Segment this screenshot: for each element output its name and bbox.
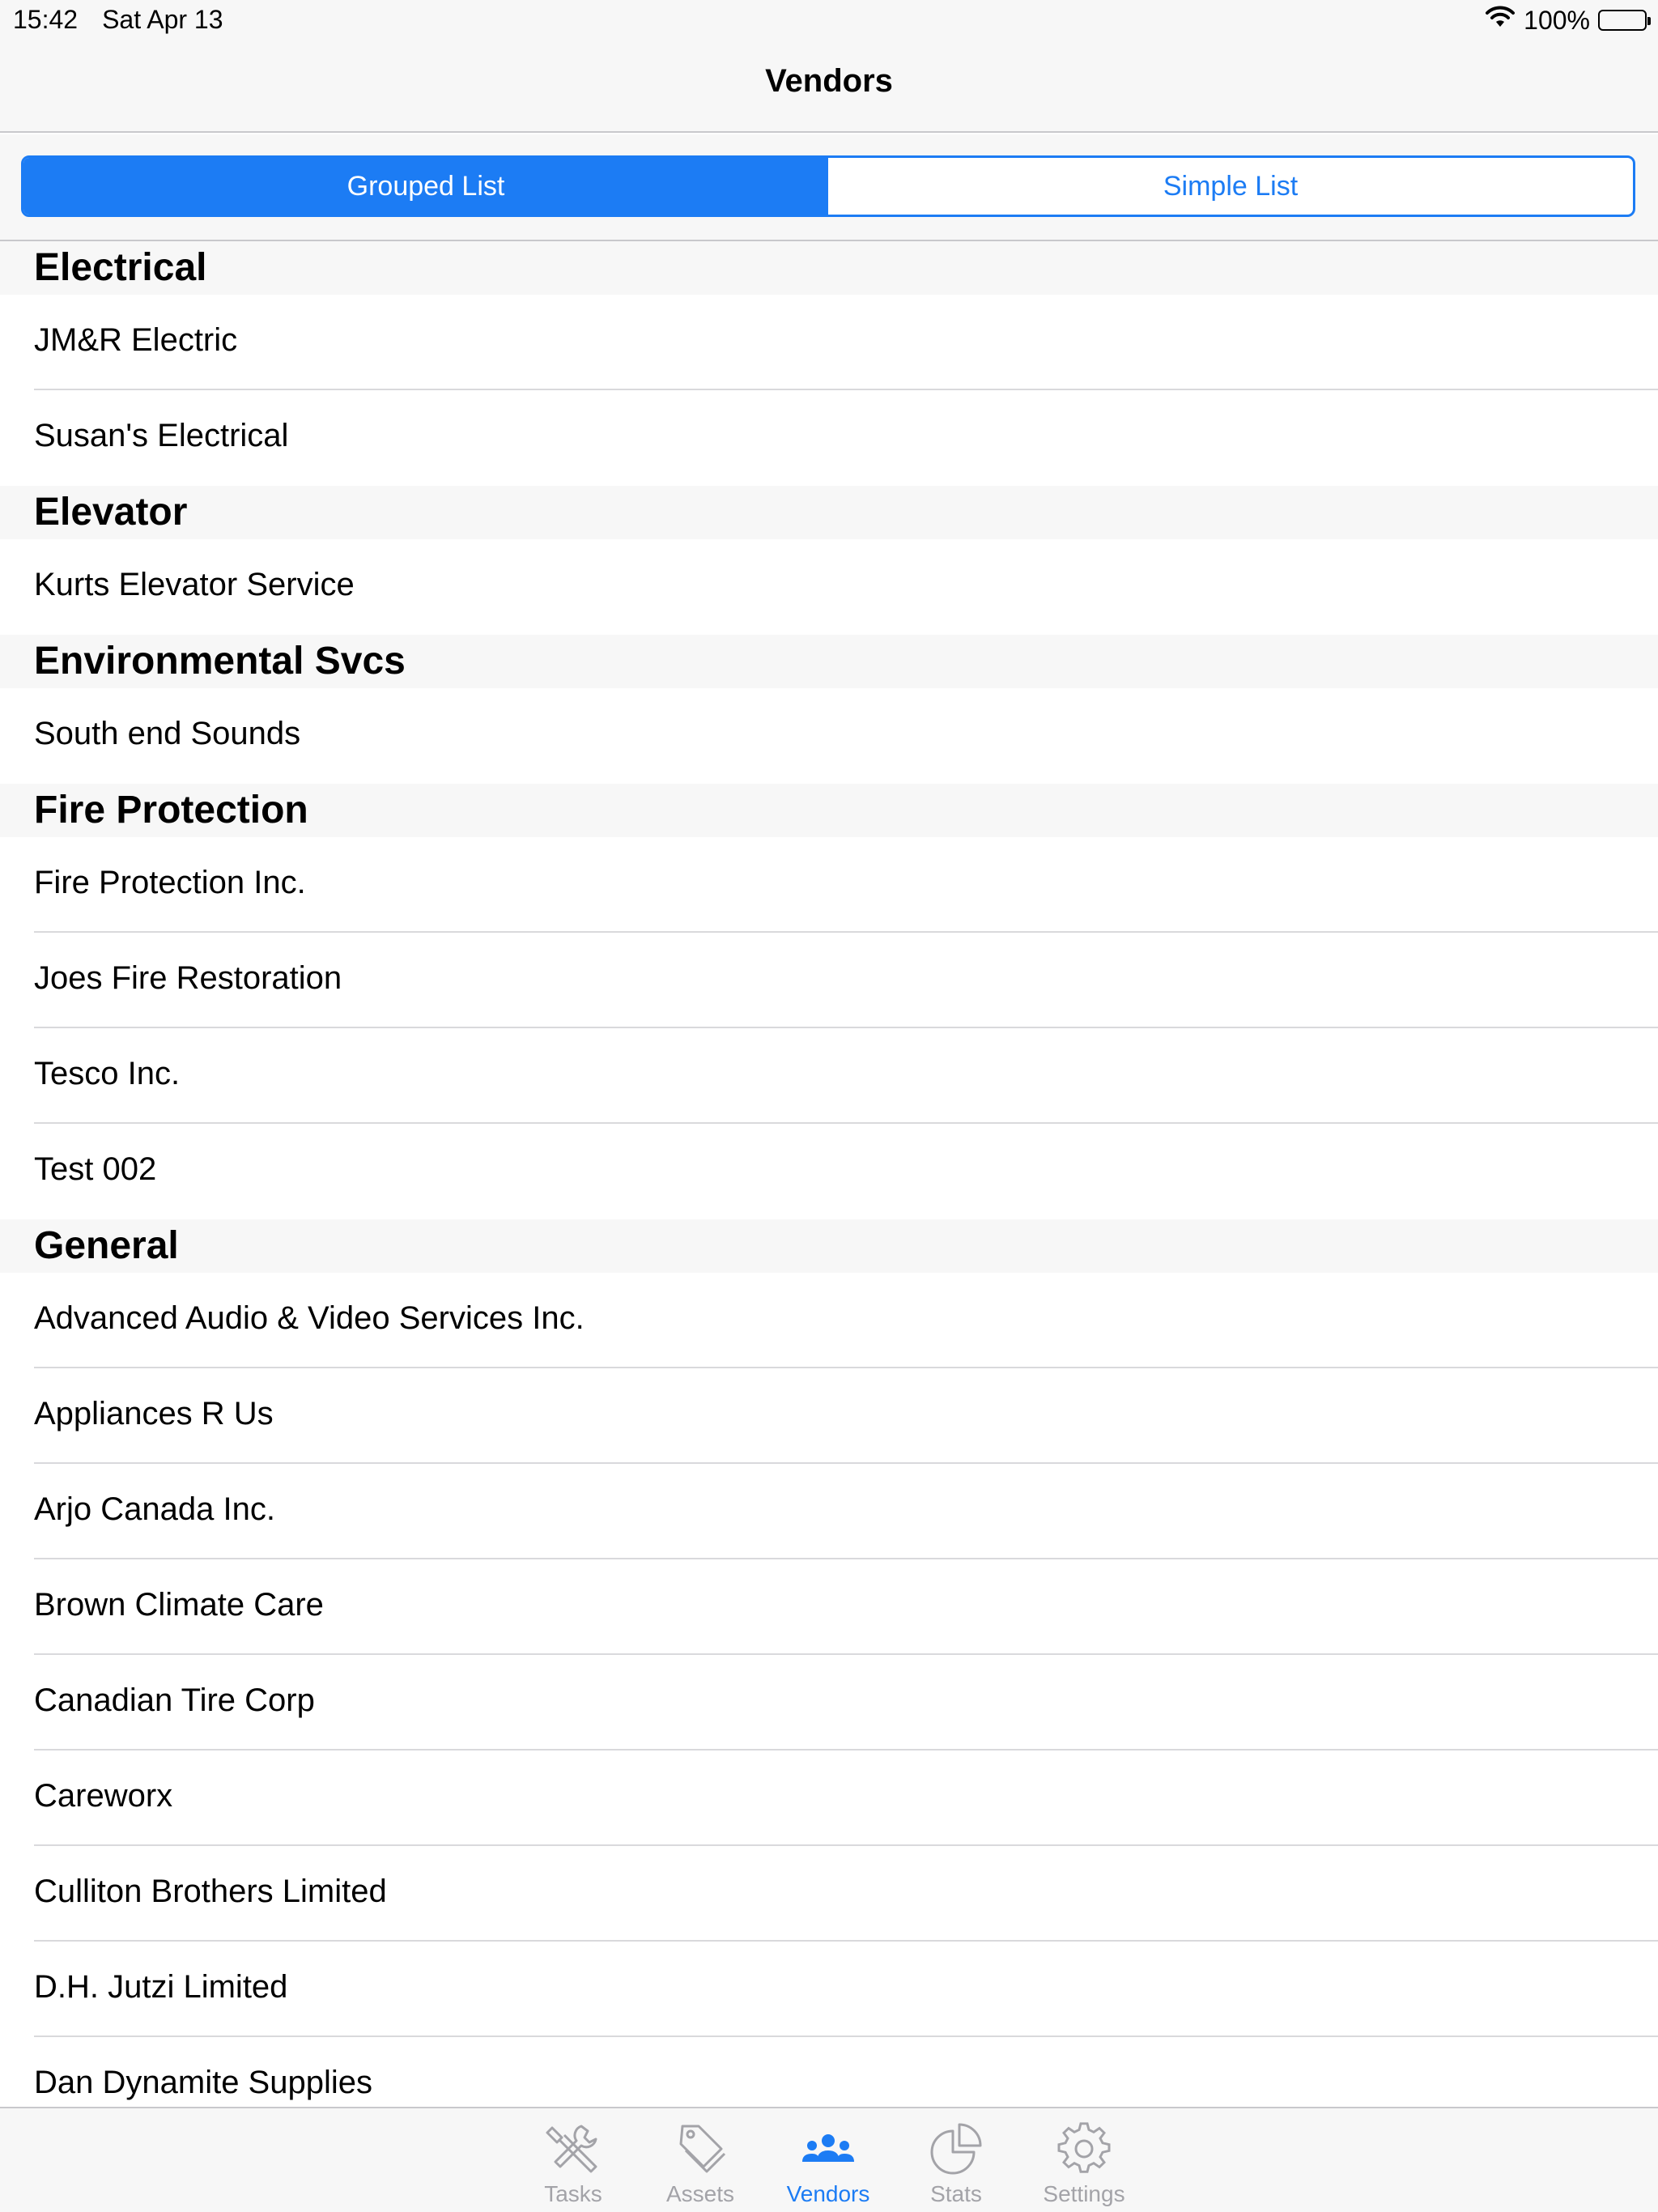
tab-label: Settings: [1043, 2181, 1125, 2206]
vendor-row[interactable]: Joes Fire Restoration: [0, 933, 1658, 1028]
status-time-date: [13, 5, 223, 35]
tools-icon: [544, 2121, 602, 2176]
tab-label: Tasks: [544, 2181, 602, 2206]
section-header: Fire Protection: [0, 784, 1658, 837]
status-time: 15:42: [13, 5, 79, 34]
battery-percent: 100%: [1524, 5, 1590, 35]
gear-icon: [1055, 2121, 1113, 2176]
vendor-row[interactable]: Susan's Electrical: [34, 418, 289, 453]
tab-assets[interactable]: [640, 2121, 761, 2207]
vendor-row[interactable]: Arjo Canada Inc.: [0, 1464, 1658, 1559]
tab-label: Vendors: [786, 2181, 870, 2206]
vendor-list[interactable]: [0, 241, 1658, 2107]
vendor-row[interactable]: D.H. Jutzi Limited: [0, 1942, 1658, 2037]
tab-settings[interactable]: [1023, 2121, 1145, 2207]
status-date: Sat Apr 13: [102, 5, 223, 34]
navigation-bar: [0, 42, 1658, 133]
vendor-row[interactable]: Careworx: [0, 1750, 1658, 1846]
tab-stats[interactable]: [895, 2121, 1017, 2207]
vendor-row[interactable]: Culliton Brothers Limited: [0, 1846, 1658, 1942]
tab-tasks[interactable]: [512, 2121, 634, 2207]
section-header: Elevator: [0, 486, 1658, 539]
section-header: General: [0, 1219, 1658, 1273]
pie-chart-icon: [927, 2121, 985, 2176]
battery-icon: [1598, 10, 1647, 31]
simple-list-segment[interactable]: Simple List: [1163, 170, 1299, 202]
section-header: Electrical: [0, 241, 1658, 295]
vendor-row[interactable]: Brown Climate Care: [0, 1559, 1658, 1655]
tag-icon: [671, 2121, 729, 2176]
vendor-row[interactable]: Tesco Inc.: [0, 1028, 1658, 1124]
vendor-row[interactable]: Fire Protection Inc.: [0, 837, 1658, 933]
tab-label: Stats: [930, 2181, 982, 2206]
tab-label: Assets: [665, 2181, 735, 2206]
vendor-row[interactable]: Test 002: [34, 1151, 157, 1187]
list-mode-segmented-control: [21, 155, 1635, 217]
tab-bar: [0, 2107, 1658, 2212]
grouped-list-segment[interactable]: Grouped List: [23, 158, 828, 215]
status-bar: [0, 0, 1658, 42]
vendor-row[interactable]: Kurts Elevator Service: [34, 567, 355, 602]
page-title: Vendors: [765, 63, 893, 99]
segment-area: [0, 134, 1658, 241]
vendor-row[interactable]: Appliances R Us: [0, 1368, 1658, 1464]
tab-vendors[interactable]: [767, 2121, 889, 2207]
people-icon: [799, 2121, 857, 2176]
vendor-row[interactable]: South end Sounds: [34, 716, 301, 751]
status-right: [1485, 5, 1647, 36]
vendor-row[interactable]: Advanced Audio & Video Services Inc.: [0, 1273, 1658, 1368]
section-header: Environmental Svcs: [0, 635, 1658, 688]
vendor-row[interactable]: JM&R Electric: [0, 295, 1658, 390]
vendor-row[interactable]: Dan Dynamite Supplies: [34, 2065, 372, 2100]
wifi-icon: [1485, 5, 1516, 36]
vendor-row[interactable]: Canadian Tire Corp: [0, 1655, 1658, 1750]
